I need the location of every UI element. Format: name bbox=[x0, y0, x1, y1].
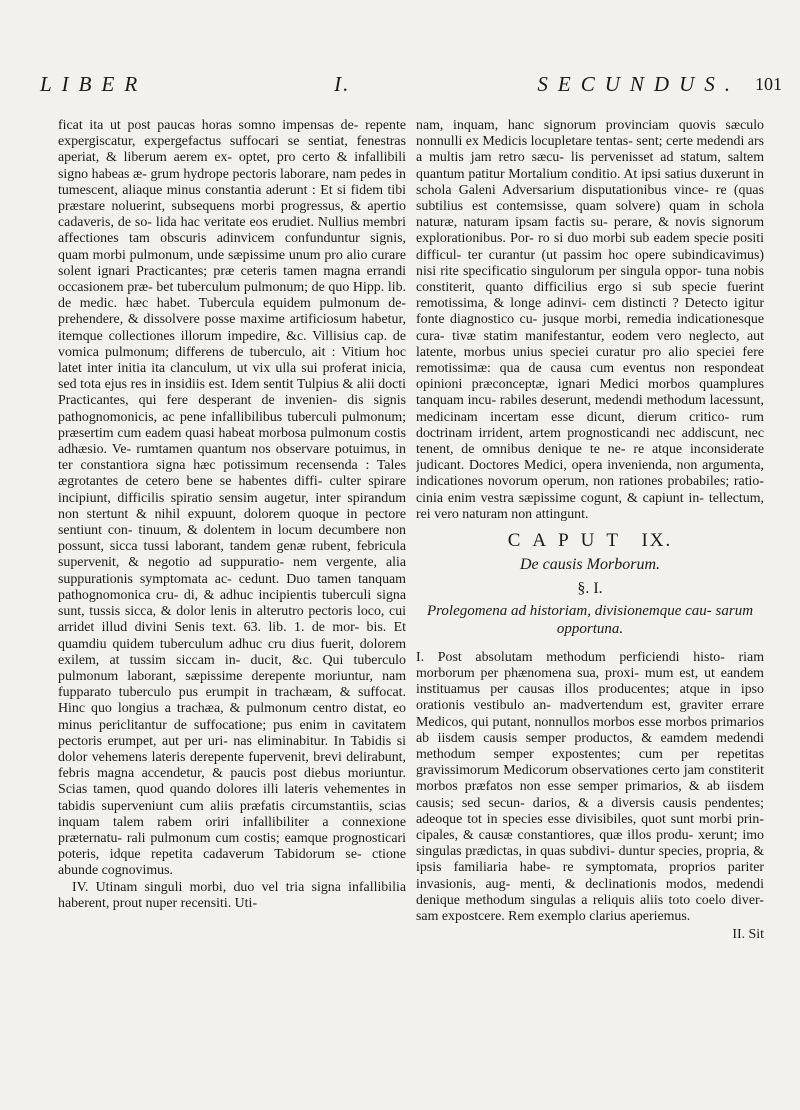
running-head-left: LIBER bbox=[40, 72, 148, 96]
page-number: 101 bbox=[755, 74, 782, 94]
right-column bbox=[416, 118, 764, 1093]
section-mark: §. I. bbox=[577, 580, 603, 598]
left-paragraph: ficat ita ut post paucas horas somno impensas de- repente expergiscatur, expergefactus suffocari se sentiat, fenestras aperiat, & liberum aerem ex- optet, pro certo & infallibili signo habeas æ- grum hydrope pectoris laborare, nam pedes in tumescent, aliaque minus constantia aderunt : Et si fidem tibi præstare noluerint, subsequens morbi progressus, & apertio cadaveris, de so- lida hac veritate eos erudiet. Nullius membri affectiones tam obscuris adinvicem confunduntur signis, quam morbi pulmonum, unde sæpissime unum pro alio curare solent ignari Practicantes; præ ceteris tamen magna errandi occasionem præ- bet tuberculum pulmonum; de quo Hipp. lib. de medic. hæc habet. Tubercula equidem pulmonum de- prehendere, & dissolvere posse maxime artificiosum habetur, itemque collectiones illorum impedire, &c. Villisius cap. de vomica pulmonum; differens de tuberculo, ait : Vitium hoc latet inter initia ita clanculum, ut vix ulla sui proferat inicia, sed tota ejus res in insidiis est. Idem sentit Tulpius & alii docti Practicantes, qui fere desperant de invenien- dis signis pathognomonicis, ac pene infallibilibus tuberculi pulmonum; præsertim cum eadem quasi habeat morbosa pulmonum costis adhæsio. Ve- rumtamen quantum nos observare potuimus, in ter constantiora signa hæc potissimum recensenda : Tales ægrotantes de cetero bene se habentes diffi- culter spirare incipiunt, difficilis spiratio sensim augetur, inter spirandum non stertunt & nihil expuunt, dolorem quoque in pectore sentiunt con- tinuum, & dolentem in locum decumbere non possunt, sicca tussi laborant, tandem genæ rubent, febricula supervenit, & negotio ad suppuratio- nem vergente, alia suppurationis symptomata ac- cedunt. Duo tamen tanquam pathognomonica cru- di, & adhuc incipientis tuberculi signa sunt, tussis sicca, & dolor lenis in alterutro pectoris loco, cui arridet illud divini Senis text. 63. lib. 1. de mor- bis. Et quamdiu quidem tuberculum adhuc cru dius fuerit, dolorem exilem, at tussim siccam in- ducit, &c. Qui tuberculo pulmonum laborant, sæpissime derepente moriuntur, nam fupparato tuberculo pus erumpit in trachæam, & suffocat. Hinc quo longius a trachæa, & pulmonum centro distat, eo minus periclitantur de suffocatione; pus enim in cavitatem pectoris erumpet, aut per uri- nas eliminabitur. In Tabidis si dolor vehemens lateris derepente fupervenit, brevi delirabunt, febris magna accendetur, & paucis post diebus moriuntur. Scias tamen, quod quando dolores illi lateris vehementes in tabidis superveniunt cum aliis præfatis circumstantiis, scias inquam talem rabem oriri infallibiliter a connexione præternatu- rali pulmonum cum costis; eamque prognosticari poteris, idque repetita cadaverum Tabidorum se- ctione abunde cognovimus. bbox=[58, 118, 406, 879]
section-title: Prolegomena ad historiam, divisionemque cau- sarum opportuna. bbox=[426, 602, 754, 637]
chapter-heading bbox=[416, 530, 764, 552]
left-paragraph: IV. Utinam singuli morbi, duo vel tria signa infallibilia haberent, prout nuper recensiti. Uti- bbox=[58, 879, 406, 911]
left-column bbox=[58, 118, 406, 1093]
chapter-label: CAPUT bbox=[507, 530, 630, 552]
running-head bbox=[40, 72, 740, 97]
text-columns bbox=[58, 118, 764, 1093]
chapter-number: IX. bbox=[641, 530, 673, 552]
page-header bbox=[0, 72, 800, 106]
chapter-title: De causis Morborum. bbox=[520, 556, 660, 574]
right-paragraph: I. Post absolutam methodum perficiendi histo- riam morborum per phænomena sua, proxi- mum est, ut eandem instituamus per causas illos producentes; atque in ipso orationis vestibulo an- madvertendum est, graviter errare Medicos, qui putant, nonnullos morbos esse morbos primarios ab iisdem causis semper productos, & eamdem medendi methodum semper expostentes; cum per repetitas gravissimorum Medicorum observationes certo jam constiterit morbos præfatos non esse semper primarios, & ab iisdem causis; sed secun- darios, & a diversis causis pendentes; adeoque tot in species esse divisibiles, quot sunt morbi prin- cipales, & causæ constantiores, quæ illos produ- xerunt; imo singulas prædictas, in quas subdivi- duntur species, propria, & ipsis familiaria habe- re symptomata, proprios pariter invasionis, aug- menti, & declinationis modos, medendi denique methodum singulas a reliquis aliis toto coelo diver- sam expostcere. Rem exemplo clarius aperiemus. bbox=[416, 649, 764, 924]
right-paragraph: nam, inquam, hanc signorum provinciam quovis sæculo nonnulli ex Medicis locupletare tentas- sent; certe medendi ars a multis jam retro sæcu- lis pervenisset ad statum, saltem quantum patitur Mortalium conditio. At ipsi satius duxerunt in schola Galeni Adversarium disputationibus vince- re (quas subtilius est contemsisse, quam solvere) quam in schola naturæ, naturam ipsam factis su- perare, & novis signorum explorationibus. Por- ro si duo morbi sub eadem specie positi difficul- ter curantur (ut passim hoc opere subindicavimus) nisi rite specificatio singulorum per singula oppor- tuna nobis constiterit, quanto difficilius ergo si sub specie fuerint remotissima, & longe adinvi- cem distincti ? Detecto igitur fonte diagnostico cu- jusque morbi, remedia indicationesque cura- tivæ statim manifestantur, eodem vero neglecto, aut latente, morbus unius speciei curatur pro alio speciei fere remotissimæ: qua de causa cum eventus non respondeat opinioni præconceptæ, ignari Medici morbos quamplures tanquam incu- rabiles deserunt, medendi methodum lacessunt, medicinam incertam esse dicunt, dierum critico- rum doctrinam irrident, artem prognosticandi nec addiscunt, nec tenent, de omnibus denique te ne- re atque inconsiderate judicant. Doctores Medici, opera invenienda, non argumenta, indicationes novorum operum, non rationes probabiles; ratio- cinia enim vestra sæpissime cogunt, & capiunt in- tellectum, rei vero naturam non attingunt. bbox=[416, 118, 764, 522]
running-head-right: SECUNDUS. bbox=[537, 72, 740, 96]
running-head-number: I. bbox=[334, 72, 351, 96]
catchword: II. Sit bbox=[732, 927, 764, 943]
